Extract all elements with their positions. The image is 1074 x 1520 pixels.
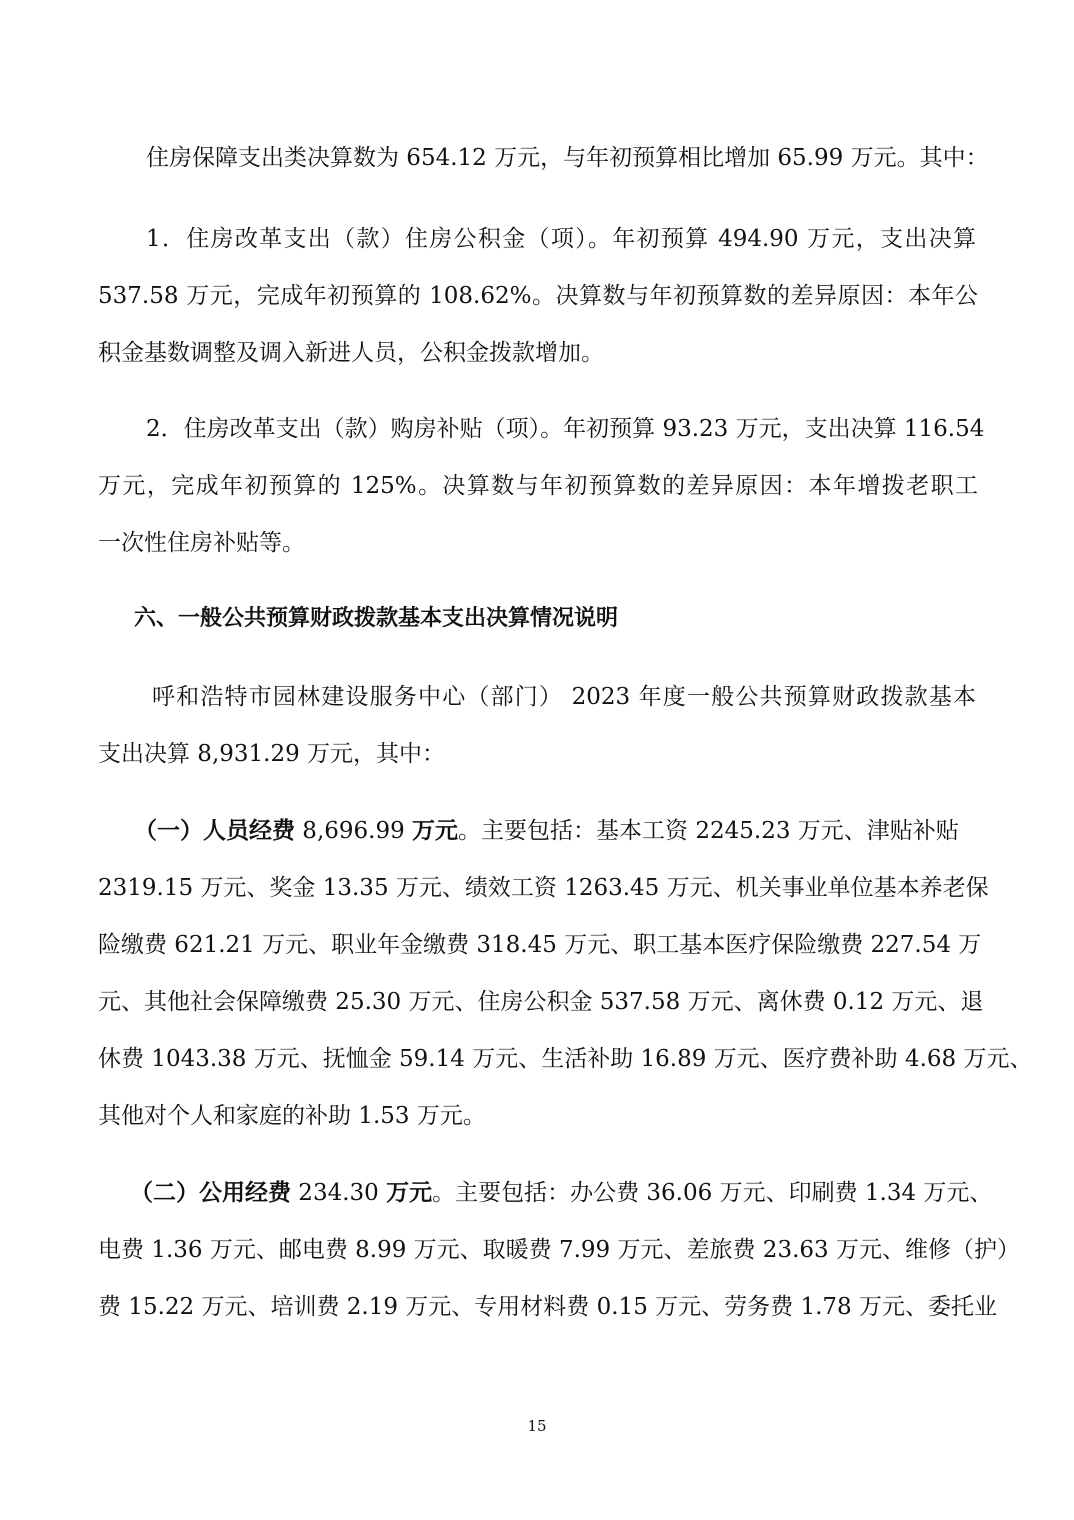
public-label: （二）公用经费 [130, 1179, 291, 1206]
item2-line-1: 2．住房改革支出（款）购房补贴（项）。年初预算 93.23 万元，支出决算 116.54 [146, 416, 985, 442]
personnel-line-1 [134, 816, 976, 846]
public-unit: 万元 [386, 1179, 433, 1206]
public-line-1 [130, 1178, 993, 1208]
item1-line-2: 537.58 万元，完成年初预算的 108.62%。决算数与年初预算数的差异原因：本年公 [98, 283, 978, 309]
item2-line-2: 万元，完成年初预算的 125%。决算数与年初预算数的差异原因：本年增拨老职工 [98, 473, 978, 499]
personnel-line-5: 休费 1043.38 万元、抚恤金 59.14 万元、生活补助 16.89 万元、医疗费补助 4.68 万元、 [98, 1046, 1033, 1072]
personnel-line-2: 2319.15 万元、奖金 13.35 万元、绩效工资 1263.45 万元、机关事业单位基本养老保 [98, 875, 989, 901]
personnel-line-4: 元、其他社会保障缴费 25.30 万元、住房公积金 537.58 万元、离休费 0.12 万元、退 [98, 989, 984, 1015]
public-line-2: 电费 1.36 万元、邮电费 8.99 万元、取暖费 7.99 万元、差旅费 23.63 万元、维修（护） [98, 1237, 1020, 1263]
item2-line-3: 一次性住房补贴等。 [98, 530, 305, 556]
item1-line-1: 1．住房改革支出（款）住房公积金（项）。年初预算 494.90 万元，支出决算 [146, 226, 976, 252]
personnel-label: （一）人员经费 [134, 817, 295, 844]
personnel-line-6: 其他对个人和家庭的补助 1.53 万元。 [98, 1103, 486, 1129]
page-number: 15 [527, 1417, 547, 1435]
section-intro-line-1: 呼和浩特市园林建设服务中心（部门） 2023 年度一般公共预算财政拨款基本 [152, 684, 976, 710]
personnel-unit: 万元 [412, 817, 459, 844]
section-heading: 六、一般公共预算财政拨款基本支出决算情况说明 [134, 606, 619, 631]
personnel-line-3: 险缴费 621.21 万元、职业年金缴费 318.45 万元、职工基本医疗保险缴费 227.54 万 [98, 932, 982, 958]
item1-line-3: 积金基数调整及调入新进人员，公积金拨款增加。 [98, 340, 604, 366]
personnel-details-start: 。主要包括：基本工资 2245.23 万元、津贴补贴 [458, 818, 959, 844]
public-line-3: 费 15.22 万元、培训费 2.19 万元、专用材料费 0.15 万元、劳务费 1.78 万元、委托业 [98, 1294, 997, 1320]
section-intro-line-2: 支出决算 8,931.29 万元，其中： [98, 741, 446, 767]
public-amount: 234.30 [291, 1180, 387, 1206]
public-details-start: 。主要包括：办公费 36.06 万元、印刷费 1.34 万元、 [432, 1180, 993, 1206]
housing-summary-paragraph: 住房保障支出类决算数为 654.12 万元，与年初预算相比增加 65.99 万元。其中： [146, 145, 989, 171]
personnel-amount: 8,696.99 [295, 818, 413, 844]
